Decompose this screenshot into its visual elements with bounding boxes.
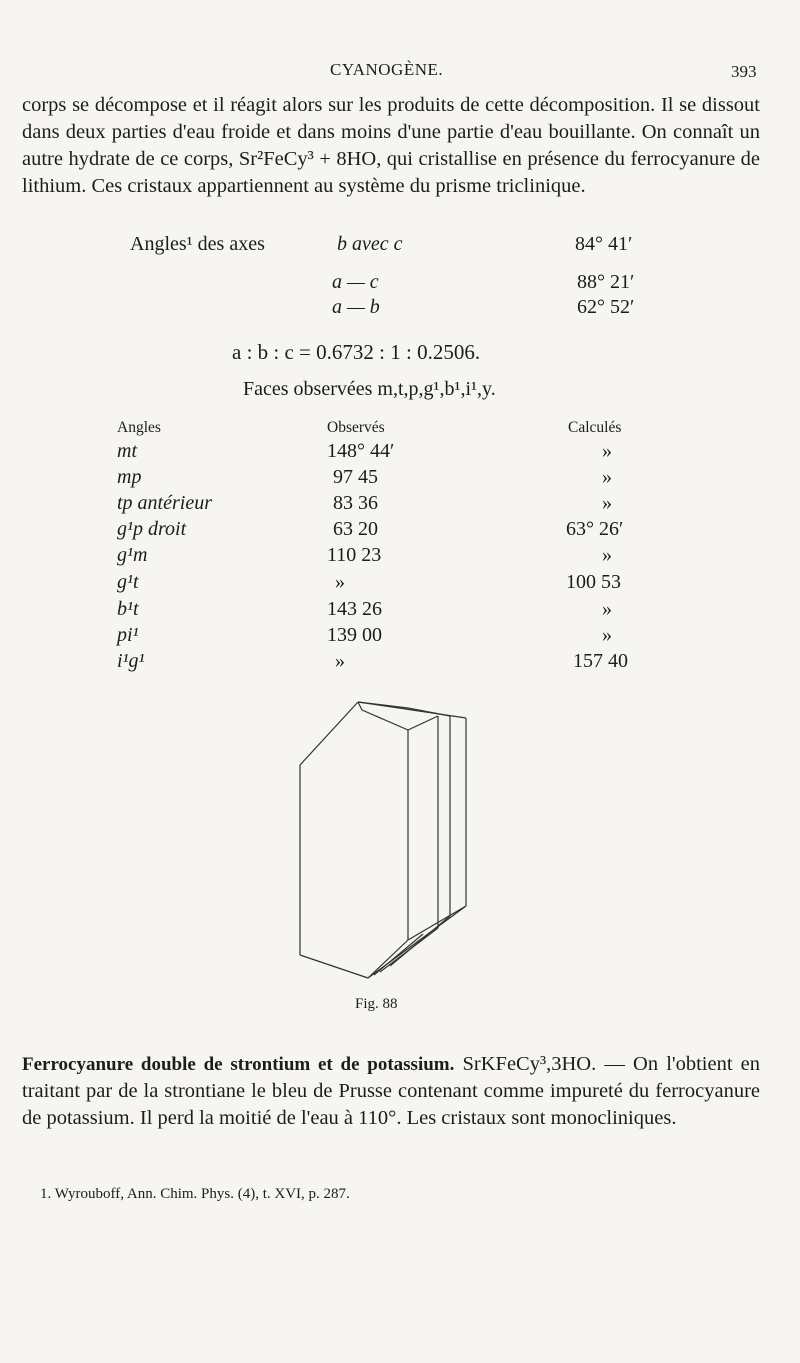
chemical-formula: SrKFeCy³,3HO. — xyxy=(462,1053,625,1075)
table-row-calculated: » xyxy=(602,598,612,620)
table-row-observed: 63 20 xyxy=(333,518,378,540)
crystal-edge xyxy=(408,716,438,730)
table-row-observed: » xyxy=(335,650,345,672)
faces-observed: Faces observées m,t,p,g¹,b¹,i¹,y. xyxy=(243,378,496,400)
crystal-edge xyxy=(408,906,466,940)
crystal-edge xyxy=(362,710,408,730)
paragraph-strontium-potassium xyxy=(22,1051,760,1132)
running-head xyxy=(0,60,800,84)
table-row-calculated: » xyxy=(602,624,612,646)
crystal-edge xyxy=(300,955,368,978)
section-title: Ferrocyanure double de strontium et de potassium. xyxy=(22,1054,455,1075)
table-row-angle: g¹m xyxy=(117,544,148,566)
axes-pair-ab: a — b xyxy=(332,296,380,318)
table-row-observed: 143 26 xyxy=(327,598,382,620)
axes-value-ac: 88° 21′ xyxy=(577,271,635,293)
table-row-calculated: 63° 26′ xyxy=(566,518,624,540)
page-number: 393 xyxy=(731,62,757,81)
table-row-angle: g¹t xyxy=(117,571,139,593)
paragraph-text: On l'obtient en traitant par de la strontiane le bleu de Prusse contenant comme impureté du ferrocyanure de potassium. Il perd la moitié de l'eau à 110°. Les cristaux sont monocliniques. xyxy=(22,1053,761,1129)
paragraph-hydrate: corps se décompose et il réagit alors sur les produits de cette décomposition. Il se dissout dans deux parties d'eau froide et dans moins d'une partie d'eau bouillante. On connaît un autre hydrate de ce corps, Sr²FeCy³ + 8HO, qui cristallise en présence du ferrocyanure de lithium. Ces cristaux appartiennent au système du prisme triclinique. xyxy=(22,94,760,197)
table-row-angle: mt xyxy=(117,440,137,462)
axes-value-bc: 84° 41′ xyxy=(575,233,633,255)
table-row-angle: b¹t xyxy=(117,598,139,620)
table-header-angles: Angles xyxy=(117,419,161,436)
axes-pair-bc: b avec c xyxy=(337,233,403,255)
table-row-observed: 97 45 xyxy=(333,466,378,488)
axes-value-ab: 62° 52′ xyxy=(577,296,635,318)
table-row-angle: mp xyxy=(117,466,142,488)
axes-label: Angles¹ des axes xyxy=(130,233,265,255)
table-row-calculated: » xyxy=(602,544,612,566)
table-row-calculated: 100 53 xyxy=(566,571,621,593)
crystal-edge xyxy=(358,702,362,710)
crystal-edge xyxy=(358,702,408,708)
crystal-edge xyxy=(300,702,358,765)
table-row-calculated: » xyxy=(602,466,612,488)
crystal-edge xyxy=(368,940,408,978)
footnote: 1. Wyrouboff, Ann. Chim. Phys. (4), t. XVI, p. 287. xyxy=(40,1186,350,1202)
crystal-edge xyxy=(390,916,450,966)
table-row-calculated: 157 40 xyxy=(573,650,628,672)
table-row-calculated: » xyxy=(602,440,612,462)
table-header-calculated: Calculés xyxy=(568,419,622,436)
crystal-edge xyxy=(374,934,423,975)
crystal-edge xyxy=(408,708,450,716)
figure-caption: Fig. 88 xyxy=(355,996,398,1012)
table-row-observed: » xyxy=(335,571,345,593)
table-header-observed: Observés xyxy=(327,419,385,436)
table-row-calculated: » xyxy=(602,492,612,514)
running-title: CYANOGÈNE. xyxy=(330,60,444,79)
table-row-observed: 83 36 xyxy=(333,492,378,514)
table-row-angle: g¹p droit xyxy=(117,518,187,540)
axial-ratio: a : b : c = 0.6732 : 1 : 0.2506. xyxy=(232,340,481,364)
table-row-angle: tp antérieur xyxy=(117,492,212,514)
table-row-observed: 110 23 xyxy=(327,544,382,566)
axes-pair-ac: a — c xyxy=(332,271,379,293)
table-row-angle: i¹g¹ xyxy=(117,650,145,672)
table-row-angle: pi¹ xyxy=(117,624,139,646)
table-row-observed: 148° 44′ xyxy=(327,440,395,462)
table-row-observed: 139 00 xyxy=(327,624,382,646)
crystal-figure xyxy=(290,690,490,990)
